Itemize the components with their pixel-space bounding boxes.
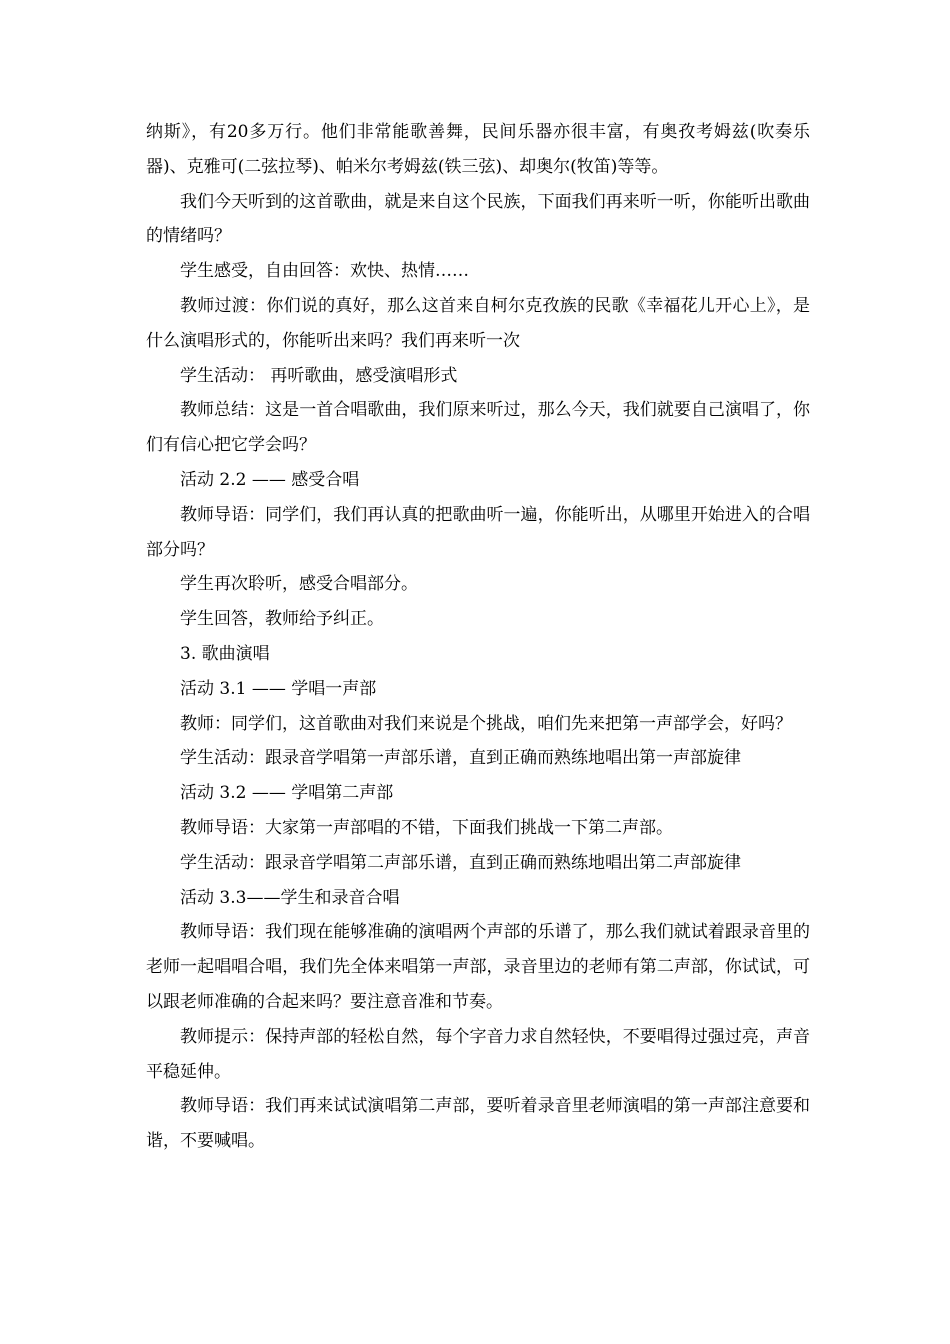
paragraph: 教师总结：这是一首合唱歌曲，我们原来听过，那么今天，我们就要自己演唱了，你们有信心把它学会吗？: [146, 400, 810, 456]
document-body: [146, 115, 810, 1159]
paragraph: 学生再次聆听，感受合唱部分。: [180, 574, 418, 595]
paragraph: 学生活动：跟录音学唱第二声部乐谱，直到正确而熟练地唱出第二声部旋律: [180, 852, 741, 873]
activity-heading: 活动 2.2 —— 感受合唱: [180, 469, 360, 490]
paragraph: 教师过渡：你们说的真好，那么这首来自柯尔克孜族的民歌《幸福花儿开心上》，是什么演唱形式的，你能听出来吗？我们再来听一次: [146, 295, 810, 351]
paragraph: 教师导语：同学们，我们再认真的把歌曲听一遍，你能听出，从哪里开始进入的合唱部分吗？: [146, 504, 810, 560]
activity-heading: 活动 3.1 —— 学唱一声部: [180, 678, 377, 699]
paragraph: 教师提示：保持声部的轻松自然，每个字音力求自然轻快，不要唱得过强过亮，声音平稳延伸。: [146, 1026, 810, 1082]
activity-heading: 活动 3.3——学生和录音合唱: [180, 887, 400, 908]
paragraph: 学生回答，教师给予纠正。: [180, 609, 384, 630]
paragraph: 我们今天听到的这首歌曲，就是来自这个民族，下面我们再来听一听，你能听出歌曲的情绪吗？: [146, 191, 810, 247]
paragraph: 教师：同学们，这首歌曲对我们来说是个挑战，咱们先来把第一声部学会，好吗？: [180, 713, 792, 734]
paragraph: 学生活动： 再听歌曲，感受演唱形式: [180, 365, 458, 386]
paragraph: 教师导语：我们现在能够准确的演唱两个声部的乐谱了，那么我们就试着跟录音里的老师一起唱唱合唱，我们先全体来唱第一声部，录音里边的老师有第二声部，你试试，可以跟老师准确的合起来吗？要注意音准和节奏。: [146, 922, 810, 1012]
paragraph: 纳斯》，有20多万行。他们非常能歌善舞，民间乐器亦很丰富，有奥孜考姆兹(吹奏乐器)、克雅可(二弦拉琴)、帕米尔考姆兹(铁三弦)、却奥尔(牧笛)等等。: [146, 122, 810, 177]
paragraph: 教师导语：我们再来试试演唱第二声部，要听着录音里老师演唱的第一声部注意要和谐，不要喊唱。: [146, 1096, 810, 1152]
paragraph: 学生感受，自由回答：欢快、热情……: [180, 261, 469, 282]
paragraph: 学生活动：跟录音学唱第一声部乐谱，直到正确而熟练地唱出第一声部旋律: [180, 748, 741, 769]
section-heading: 3. 歌曲演唱: [180, 643, 270, 664]
activity-heading: 活动 3.2 —— 学唱第二声部: [180, 783, 394, 804]
paragraph: 教师导语：大家第一声部唱的不错，下面我们挑战一下第二声部。: [180, 817, 673, 838]
